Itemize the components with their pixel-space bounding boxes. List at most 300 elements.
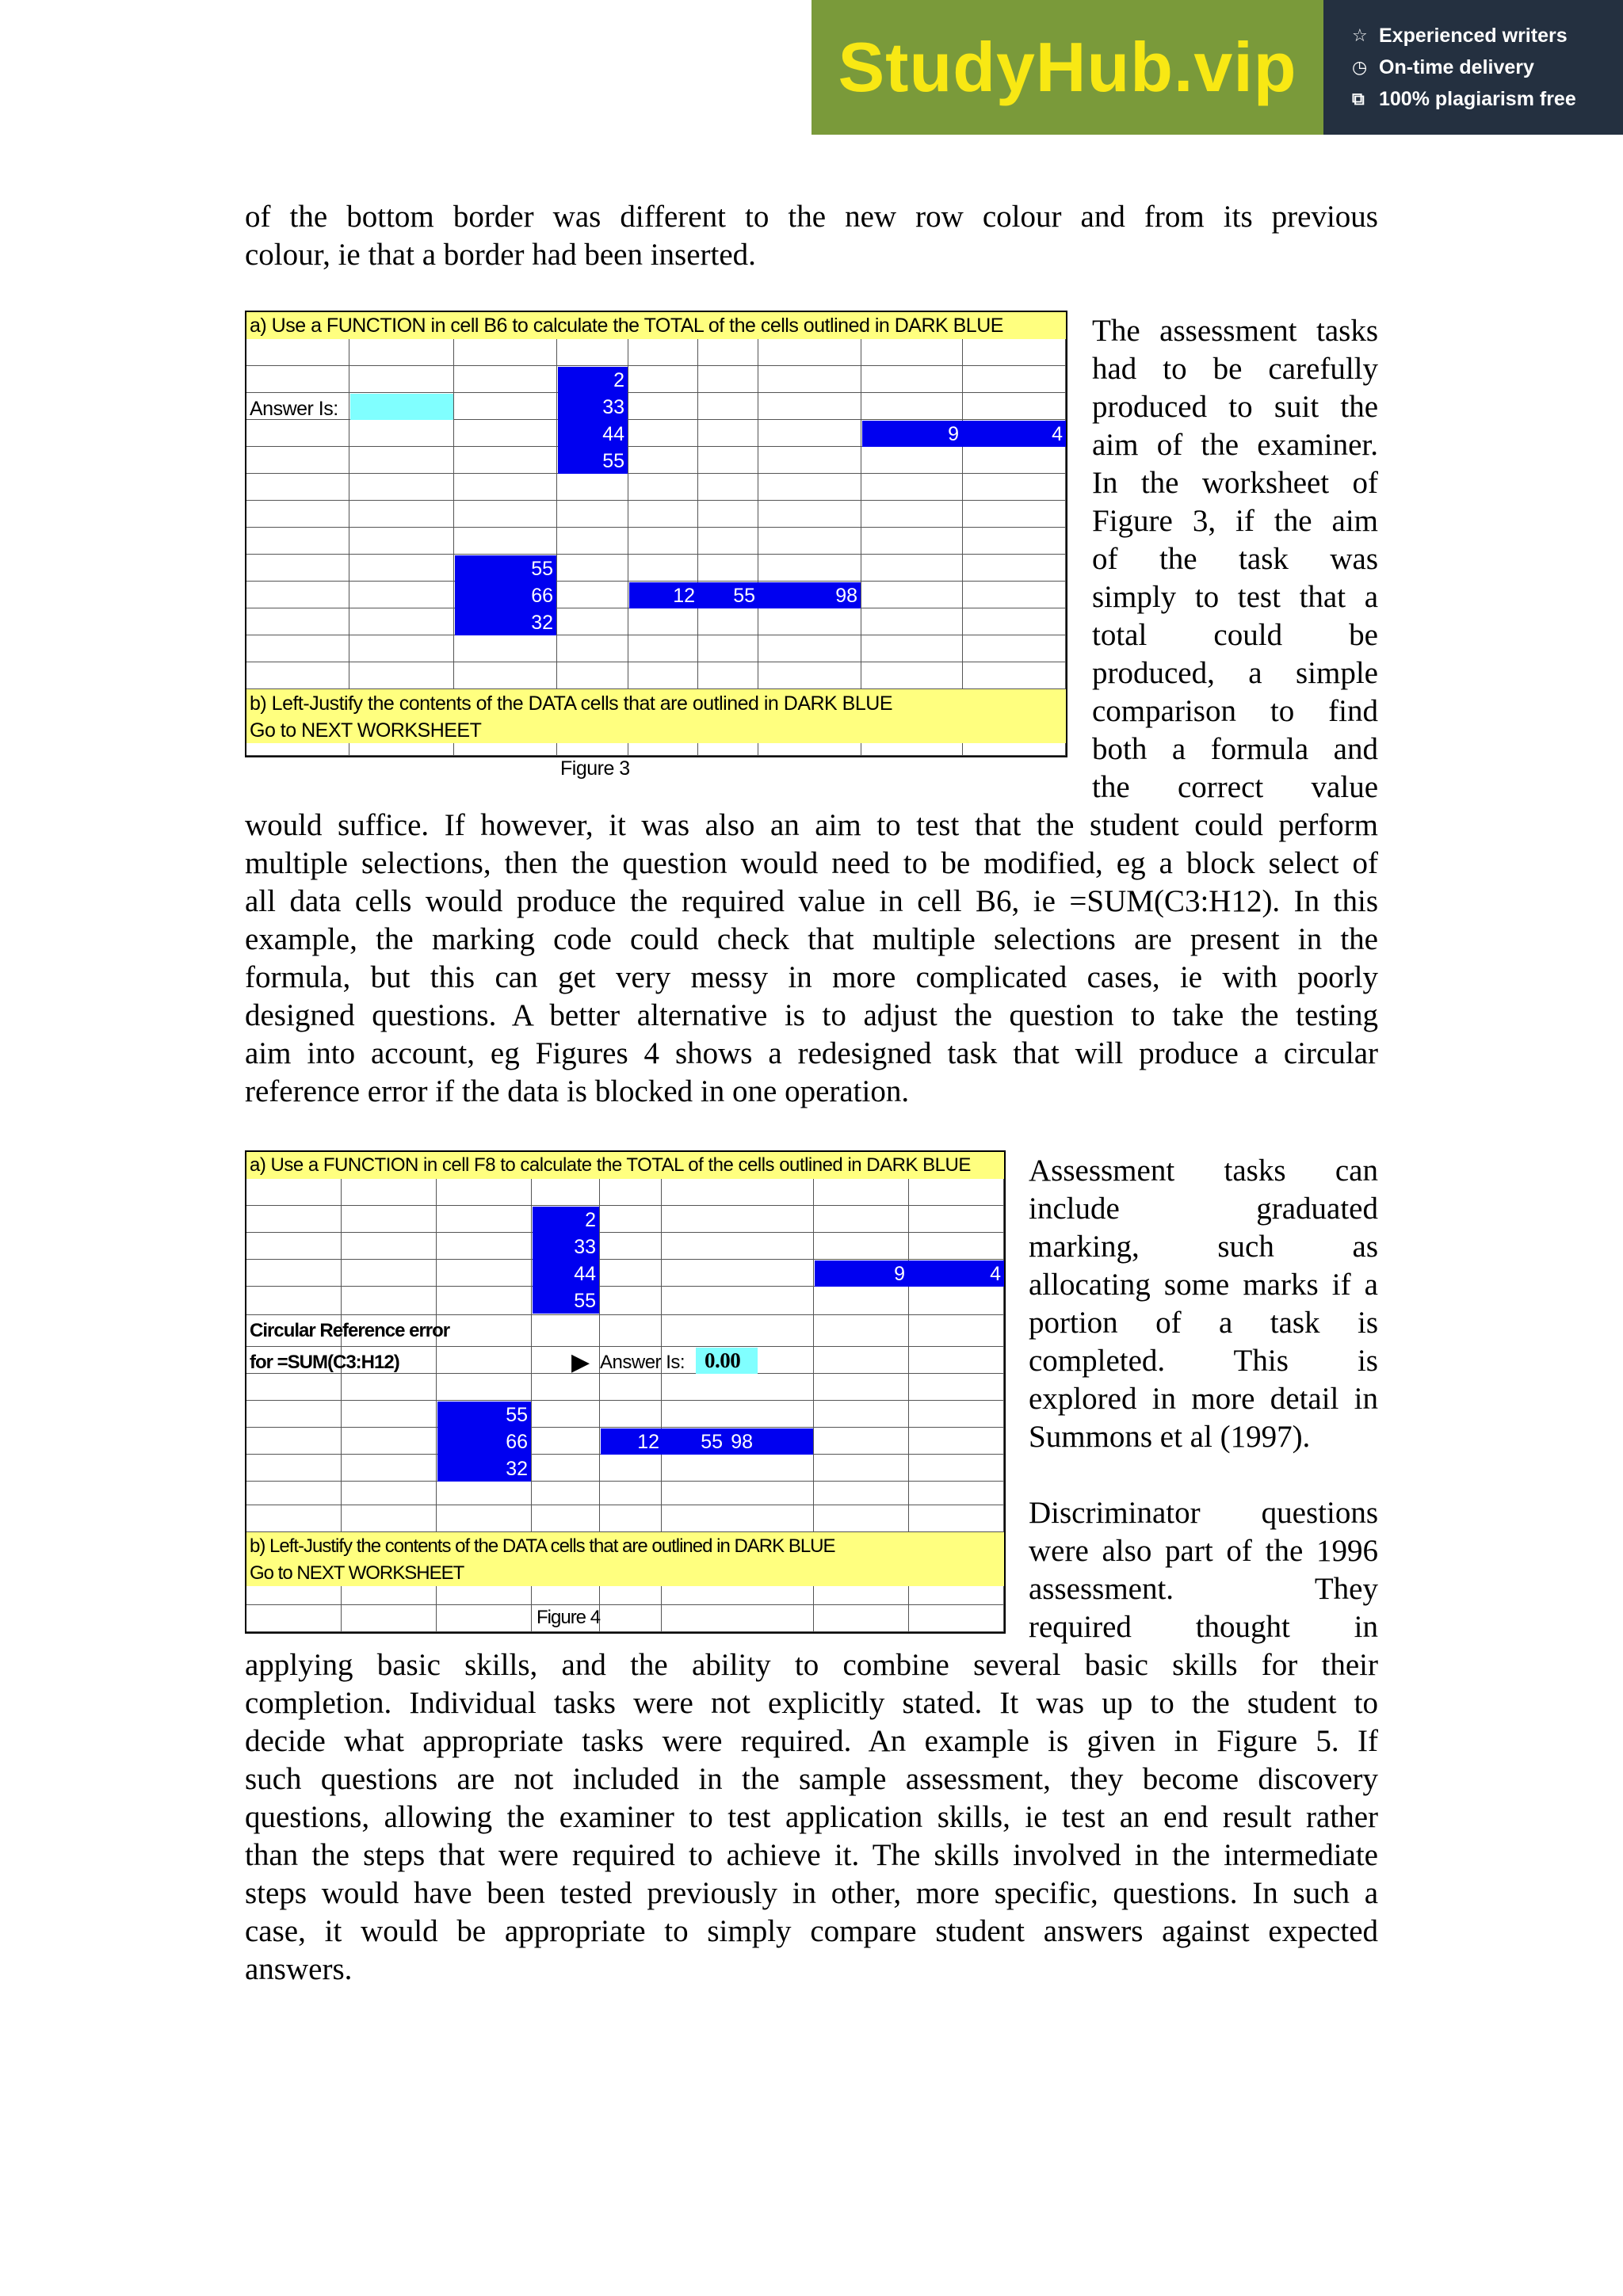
grid-cell — [698, 635, 758, 662]
grid-cell — [698, 339, 758, 366]
grid-cell — [963, 339, 1066, 366]
grid-cell — [758, 662, 861, 689]
grid-cell — [698, 420, 758, 447]
circular-error-formula: for =SUM(C3:H12) — [250, 1352, 399, 1373]
grid-cell — [628, 608, 698, 635]
paragraph — [245, 198, 1378, 274]
grid-cell — [861, 662, 963, 689]
grid-cell — [454, 474, 557, 501]
grid-cell — [909, 1482, 1004, 1505]
grid-cell — [814, 1374, 909, 1401]
grid-cell — [600, 1315, 662, 1347]
grid-cell — [963, 501, 1066, 528]
text-line: The assessment tasks — [1092, 314, 1378, 348]
question-a: a) Use a FUNCTION in cell F8 to calculate the TOTAL of the cells outlined in DARK BLUE — [250, 1154, 971, 1176]
text-line: than the steps that were required to achieve it. The skills involved in the intermediate — [245, 1838, 1378, 1872]
grid-cell — [909, 1179, 1004, 1206]
grid-cell — [437, 1374, 532, 1401]
paragraph-side — [1029, 1494, 1378, 1646]
grid-cell — [628, 420, 698, 447]
text-line: all data cells would produce the required value in cell B6, ie =SUM(C3:H12). In this — [245, 884, 1378, 918]
text-line: portion of a task is — [1029, 1306, 1378, 1340]
grid-cell — [454, 393, 557, 420]
data-value: 55 — [531, 558, 553, 580]
text-line: steps would have been tested previously in other, more specific, questions. In such a — [245, 1876, 1378, 1910]
data-value: 55 — [733, 585, 755, 607]
text-line: aim into account, eg Figures 4 shows a redesigned task that will produce a circular — [245, 1036, 1378, 1070]
text-line: completion. Individual tasks were not explicitly stated. It was up to the student to — [245, 1686, 1378, 1720]
grid-cell — [814, 1315, 909, 1347]
grid-cell — [557, 339, 628, 366]
text-line: case, it would be appropriate to simply compare student answers against expected — [245, 1914, 1378, 1948]
grid-cell — [246, 1605, 342, 1632]
answer-label: Answer Is: — [600, 1352, 685, 1373]
text-line: allocating some marks if a — [1029, 1268, 1378, 1302]
text-line: assessment. They — [1029, 1572, 1378, 1606]
text-line: simply to test that a — [1092, 580, 1378, 614]
grid-cell — [628, 743, 698, 756]
text-line: aim of the examiner. — [1092, 428, 1378, 462]
grid-cell — [662, 1605, 814, 1632]
text-line: marking, such as — [1029, 1230, 1378, 1264]
text-line: In the worksheet of — [1092, 466, 1378, 500]
text-line: produced to suit the — [1092, 390, 1378, 424]
grid-cell — [246, 339, 349, 366]
grid-cell — [246, 1233, 342, 1260]
text-line: reference error if the data is blocked in one operation. — [245, 1074, 910, 1108]
grid-cell — [758, 528, 861, 555]
grid-cell — [909, 1206, 1004, 1233]
clock-icon: ◷ — [1352, 57, 1368, 77]
grid-cell — [698, 393, 758, 420]
grid-cell — [662, 1505, 814, 1532]
grid-cell — [246, 501, 349, 528]
grid-cell — [698, 662, 758, 689]
figure-4-worksheet — [245, 1150, 1006, 1634]
grid-cell — [600, 1206, 662, 1233]
grid-cell — [758, 474, 861, 501]
grid-cell — [814, 1401, 909, 1428]
arrow-icon: ▶ — [571, 1349, 590, 1375]
text-line: Summons et al (1997). — [1029, 1420, 1311, 1454]
data-value: 66 — [506, 1431, 528, 1453]
text-line: colour, ie that a border had been inserted. — [245, 238, 756, 272]
grid-cell — [600, 1179, 662, 1206]
grid-cell — [349, 474, 454, 501]
grid-cell — [349, 366, 454, 393]
data-value: 4 — [990, 1263, 1001, 1285]
grid-cell — [963, 743, 1066, 756]
grid-cell — [600, 1455, 662, 1482]
grid-cell — [628, 393, 698, 420]
data-value: 32 — [531, 612, 553, 634]
grid-cell — [758, 447, 861, 474]
grid-cell — [437, 1233, 532, 1260]
grid-cell — [532, 1401, 600, 1428]
grid-cell — [437, 1287, 532, 1315]
grid-cell — [600, 1374, 662, 1401]
grid-cell — [758, 393, 861, 420]
grid-cell — [698, 501, 758, 528]
grid-cell — [349, 635, 454, 662]
grid-cell — [963, 608, 1066, 635]
grid-cell — [246, 1374, 342, 1401]
data-value: 55 — [574, 1290, 596, 1312]
grid-cell — [600, 1605, 662, 1632]
grid-cell — [758, 555, 861, 582]
grid-cell — [662, 1374, 814, 1401]
text-line: include graduated — [1029, 1192, 1378, 1226]
grid-cell — [532, 1586, 600, 1605]
grid-cell — [600, 1287, 662, 1315]
grid-cell — [349, 743, 454, 756]
grid-cell — [698, 608, 758, 635]
grid-cell — [342, 1287, 437, 1315]
copy-icon: ⧉ — [1352, 89, 1365, 109]
grid-cell — [861, 555, 963, 582]
grid-cell — [909, 1233, 1004, 1260]
grid-cell — [814, 1233, 909, 1260]
grid-cell — [662, 1482, 814, 1505]
grid-cell — [628, 339, 698, 366]
text-line: Figure 3, if the aim — [1092, 504, 1378, 538]
grid-cell — [814, 1455, 909, 1482]
grid-cell — [342, 1179, 437, 1206]
text-line: designed questions. A better alternative is to adjust the question to take the testing — [245, 998, 1378, 1032]
feature-item: ⧉ 100% plagiarism free — [1352, 87, 1576, 110]
grid-cell — [628, 501, 698, 528]
grid-cell — [342, 1260, 437, 1287]
figure-caption: Figure 4 — [537, 1607, 601, 1628]
grid-cell — [557, 501, 628, 528]
grid-cell — [246, 1482, 342, 1505]
grid-cell — [454, 528, 557, 555]
feature-list — [1323, 0, 1623, 135]
grid-cell — [909, 1505, 1004, 1532]
text-line: produced, a simple — [1092, 656, 1378, 690]
grid-cell — [557, 635, 628, 662]
grid-cell — [861, 582, 963, 608]
grid-cell — [349, 447, 454, 474]
grid-cell — [909, 1428, 1004, 1455]
figure-caption: Figure 3 — [560, 757, 630, 780]
text-line: had to be carefully — [1092, 352, 1378, 386]
grid-cell — [349, 501, 454, 528]
grid-cell — [963, 474, 1066, 501]
grid-cell — [662, 1586, 814, 1605]
text-line: of the bottom border was different to the new row colour and from its previous — [245, 200, 1378, 234]
answer-value: 0.00 — [705, 1348, 741, 1372]
grid-cell — [437, 1179, 532, 1206]
text-line: multiple selections, then the question would need to be modified, eg a block select of — [245, 846, 1378, 880]
grid-cell — [963, 662, 1066, 689]
grid-cell — [454, 420, 557, 447]
text-line: Discriminator questions — [1029, 1496, 1378, 1530]
answer-cell — [350, 394, 453, 420]
data-value: 33 — [574, 1236, 596, 1258]
grid-cell — [861, 366, 963, 393]
grid-cell — [861, 635, 963, 662]
grid-cell — [454, 662, 557, 689]
grid-cell — [349, 339, 454, 366]
grid-cell — [342, 1605, 437, 1632]
paragraph — [245, 1646, 1378, 1989]
grid-cell — [758, 608, 861, 635]
grid-cell — [557, 555, 628, 582]
grid-cell — [963, 393, 1066, 420]
grid-cell — [246, 1401, 342, 1428]
feature-item: ◷ On-time delivery — [1352, 55, 1534, 78]
grid-cell — [246, 743, 349, 756]
grid-cell — [600, 1482, 662, 1505]
grid-cell — [963, 635, 1066, 662]
grid-cell — [246, 366, 349, 393]
grid-cell — [662, 1206, 814, 1233]
grid-cell — [963, 555, 1066, 582]
figure-3-worksheet — [245, 311, 1067, 780]
grid-cell — [698, 474, 758, 501]
grid-cell — [628, 555, 698, 582]
text-line: comparison to find — [1092, 694, 1378, 728]
grid-cell — [963, 366, 1066, 393]
grid-cell — [454, 501, 557, 528]
grid-cell — [662, 1260, 814, 1287]
grid-cell — [342, 1206, 437, 1233]
grid-cell — [246, 420, 349, 447]
grid-cell — [454, 447, 557, 474]
data-value: 44 — [574, 1263, 596, 1285]
grid-cell — [662, 1401, 814, 1428]
grid-cell — [246, 1455, 342, 1482]
grid-cell — [532, 1179, 600, 1206]
grid-cell — [342, 1233, 437, 1260]
grid-cell — [628, 447, 698, 474]
grid-cell — [909, 1347, 1004, 1374]
grid-cell — [342, 1586, 437, 1605]
grid-cell — [814, 1605, 909, 1632]
grid-cell — [557, 608, 628, 635]
grid-cell — [532, 1455, 600, 1482]
studyhub-logo[interactable] — [812, 0, 1323, 135]
grid-cell — [628, 635, 698, 662]
studyhub-banner[interactable] — [812, 0, 1623, 135]
grid-cell — [246, 582, 349, 608]
data-value: 32 — [506, 1458, 528, 1480]
paragraph — [245, 807, 1378, 1111]
text-line: applying basic skills, and the ability to combine several basic skills for their — [245, 1648, 1378, 1682]
grid-cell — [349, 582, 454, 608]
text-line: were also part of the 1996 — [1029, 1534, 1378, 1568]
text-line: decide what appropriate tasks were required. An example is given in Figure 5. If — [245, 1724, 1378, 1758]
grid-cell — [342, 1482, 437, 1505]
grid-cell — [861, 393, 963, 420]
grid-cell — [861, 474, 963, 501]
grid-cell — [342, 1505, 437, 1532]
grid-cell — [758, 339, 861, 366]
grid-cell — [437, 1605, 532, 1632]
data-value: 33 — [602, 396, 624, 418]
text-line: total could be — [1092, 618, 1378, 652]
grid-cell — [698, 366, 758, 393]
grid-cell — [600, 1401, 662, 1428]
grid-cell — [454, 339, 557, 366]
grid-cell — [342, 1401, 437, 1428]
grid-cell — [698, 447, 758, 474]
star-icon: ☆ — [1352, 25, 1368, 45]
paragraph-side — [1029, 1152, 1378, 1456]
data-value: 12 — [673, 585, 695, 607]
text-line: would suffice. If however, it was also an aim to test that the student could perform — [245, 808, 1378, 842]
grid-cell — [698, 743, 758, 756]
data-value: 98 — [731, 1431, 753, 1453]
grid-cell — [814, 1586, 909, 1605]
grid-cell — [246, 447, 349, 474]
grid-cell — [628, 662, 698, 689]
data-value: 2 — [613, 369, 624, 391]
feature-item: ☆ Experienced writers — [1352, 24, 1568, 47]
data-value: 98 — [835, 585, 857, 607]
text-line: such questions are not included in the sample assessment, they become discovery — [245, 1762, 1378, 1796]
data-value: 55 — [701, 1431, 723, 1453]
grid-cell — [246, 1179, 342, 1206]
grid-cell — [557, 743, 628, 756]
grid-cell — [963, 447, 1066, 474]
grid-cell — [437, 1482, 532, 1505]
grid-cell — [861, 501, 963, 528]
grid-cell — [909, 1605, 1004, 1632]
grid-cell — [814, 1505, 909, 1532]
grid-cell — [246, 1287, 342, 1315]
grid-cell — [532, 1315, 600, 1347]
grid-cell — [532, 1428, 600, 1455]
grid-cell — [963, 528, 1066, 555]
grid-cell — [349, 420, 454, 447]
grid-cell — [814, 1206, 909, 1233]
next-worksheet: Go to NEXT WORKSHEET — [250, 719, 482, 742]
grid-cell — [342, 1428, 437, 1455]
data-value: 4 — [1052, 423, 1063, 445]
text-line: formula, but this can get very messy in more complicated cases, ie with poorly — [245, 960, 1378, 994]
grid-cell — [814, 1287, 909, 1315]
grid-cell — [342, 1374, 437, 1401]
grid-cell — [758, 743, 861, 756]
text-line: answers. — [245, 1952, 353, 1986]
grid-cell — [246, 528, 349, 555]
data-value: 9 — [894, 1263, 905, 1285]
grid-cell — [662, 1179, 814, 1206]
grid-cell — [909, 1455, 1004, 1482]
grid-cell — [814, 1179, 909, 1206]
grid-cell — [600, 1233, 662, 1260]
grid-cell — [698, 555, 758, 582]
grid-cell — [758, 366, 861, 393]
grid-cell — [557, 474, 628, 501]
grid-cell — [437, 1586, 532, 1605]
grid-cell — [662, 1233, 814, 1260]
grid-cell — [246, 474, 349, 501]
grid-cell — [758, 420, 861, 447]
grid-cell — [909, 1315, 1004, 1347]
grid-cell — [662, 1315, 814, 1347]
grid-cell — [454, 366, 557, 393]
data-value: 55 — [506, 1404, 528, 1426]
grid-cell — [861, 528, 963, 555]
grid-cell — [909, 1287, 1004, 1315]
grid-cell — [437, 1505, 532, 1532]
grid-cell — [246, 1586, 342, 1605]
grid-cell — [349, 555, 454, 582]
grid-cell — [662, 1287, 814, 1315]
grid-cell — [342, 1455, 437, 1482]
grid-cell — [437, 1206, 532, 1233]
text-line: both a formula and — [1092, 732, 1378, 766]
grid-cell — [246, 1206, 342, 1233]
grid-cell — [349, 528, 454, 555]
question-b: b) Left-Justify the contents of the DATA cells that are outlined in DARK BLUE — [250, 1535, 835, 1557]
data-value: 44 — [602, 423, 624, 445]
grid-cell — [246, 635, 349, 662]
grid-cell — [628, 528, 698, 555]
grid-cell — [628, 474, 698, 501]
grid-cell — [349, 662, 454, 689]
grid-cell — [909, 1586, 1004, 1605]
data-value: 2 — [585, 1209, 596, 1231]
grid-cell — [909, 1374, 1004, 1401]
data-value: 66 — [531, 585, 553, 607]
grid-cell — [437, 1260, 532, 1287]
grid-cell — [246, 662, 349, 689]
grid-cell — [532, 1505, 600, 1532]
grid-cell — [814, 1347, 909, 1374]
grid-cell — [600, 1586, 662, 1605]
grid-cell — [814, 1428, 909, 1455]
text-line: Assessment tasks can — [1029, 1154, 1378, 1188]
text-line: completed. This is — [1029, 1344, 1378, 1378]
grid-cell — [532, 1374, 600, 1401]
data-value: 12 — [637, 1431, 659, 1453]
grid-cell — [557, 528, 628, 555]
grid-cell — [600, 1505, 662, 1532]
answer-label: Answer Is: — [250, 398, 338, 420]
next-worksheet: Go to NEXT WORKSHEET — [250, 1562, 464, 1584]
grid-cell — [861, 447, 963, 474]
grid-cell — [437, 1347, 532, 1374]
grid-cell — [963, 582, 1066, 608]
grid-cell — [861, 608, 963, 635]
text-line: the correct value — [1092, 770, 1378, 804]
text-line: of the task was — [1092, 542, 1378, 576]
grid-cell — [246, 1505, 342, 1532]
grid-cell — [662, 1455, 814, 1482]
text-line: required thought in — [1029, 1610, 1378, 1644]
grid-cell — [437, 1315, 532, 1347]
grid-cell — [861, 339, 963, 366]
grid-cell — [349, 608, 454, 635]
grid-cell — [532, 1482, 600, 1505]
grid-cell — [557, 662, 628, 689]
grid-cell — [861, 743, 963, 756]
grid-cell — [758, 635, 861, 662]
question-b: b) Left-Justify the contents of the DATA cells that are outlined in DARK BLUE — [250, 692, 892, 715]
grid-cell — [557, 582, 628, 608]
grid-cell — [246, 1260, 342, 1287]
grid-cell — [246, 1428, 342, 1455]
grid-cell — [814, 1482, 909, 1505]
text-line: example, the marking code could check that multiple selections are present in the — [245, 922, 1378, 956]
grid-cell — [454, 743, 557, 756]
data-value: 9 — [948, 423, 959, 445]
logo-text: StudyHub.vip — [838, 28, 1297, 106]
